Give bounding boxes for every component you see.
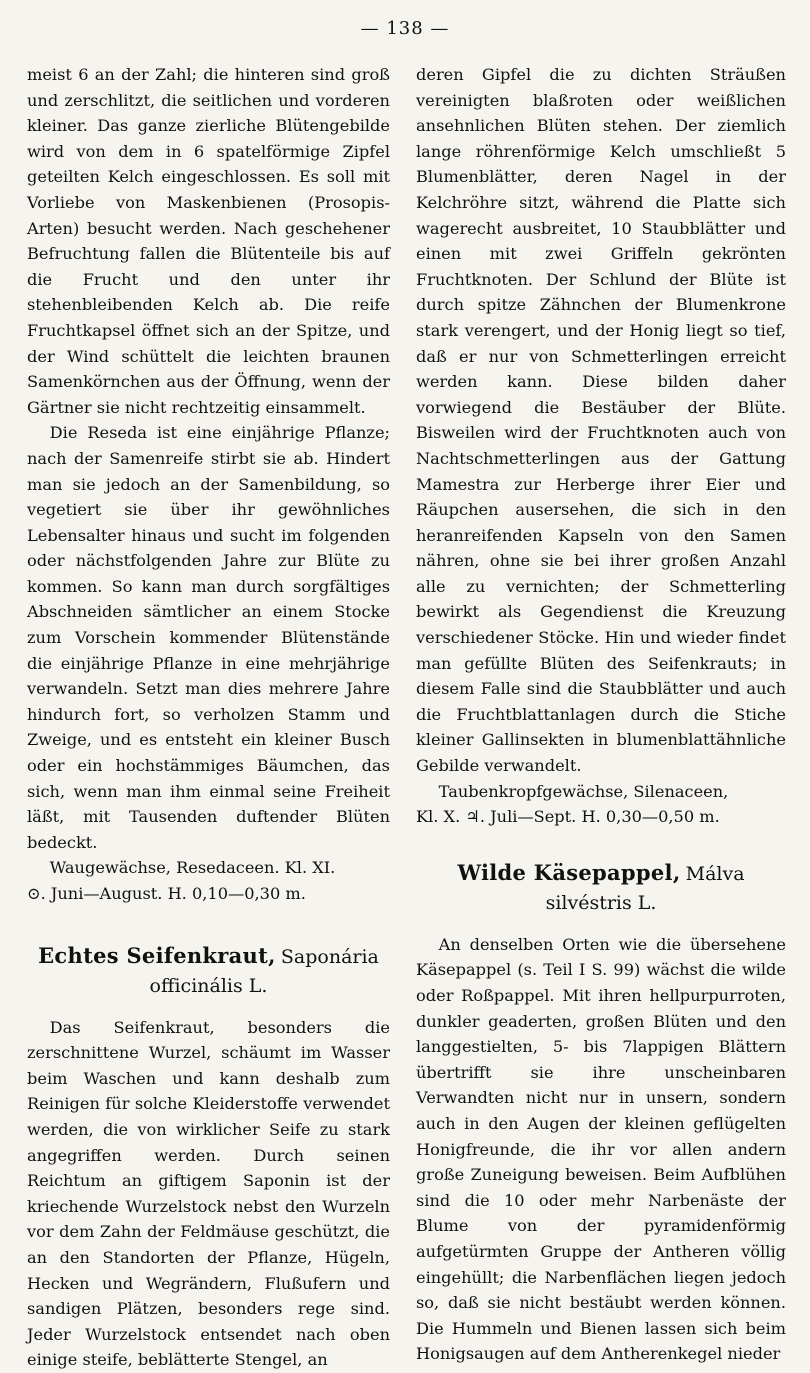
malva-latin-name: Málva silvéstris L. (545, 862, 745, 914)
right-column (416, 62, 786, 1367)
reseda-paragraph-1: meist 6 an der Zahl; die hinteren sind groß und zerschlitzt, die seitlichen und vorderen kleiner. Das ganze zierliche Blütengebilde wird von dem in 6 spatelförmige Zipfel geteilten Kelch eingeschlossen. Es soll mit Vorliebe von Maskenbienen (Prosopis-Arten) besucht werden. Nach geschehener Befruchtung fallen die Blütenteile bis auf die Frucht und den unter ihr stehenbleibenden Kelch ab. Die reife Fruchtkapsel öffnet sich an der Spitze, und der Wind schüttelt die leichten braunen Samenkörnchen aus der Öffnung, wenn der Gärtner sie nicht rechtzeitig einsammelt. (27, 65, 390, 417)
reseda-bloom-line: ⊙. Juni—August. H. 0,10—0,30 m. (27, 884, 306, 903)
reseda-paragraph-2: Die Reseda ist eine einjährige Pflanze; nach der Samenreife stirbt sie ab. Hindert man sie jedoch an der Samenbildung, so vegetiert sie über ihr gewöhnliches Lebensalter hinaus und sucht im folgenden oder nächstfolgenden Jahre zur Blüte zu kommen. So kann man durch sorgfältiges Abschneiden sämtlicher an einem Stocke zum Vorschein kommender Blütenstände die einjährige Pflanze in eine mehrjährige verwandeln. Setzt man dies mehrere Jahre hindurch fort, so verholzen Stamm und Zweige, und es entsteht ein kleiner Busch oder ein hochstämmiges Bäumchen, das sich, wenn man ihm einmal seine Freiheit läßt, mit Tausenden duftender Blüten bedeckt. (27, 423, 390, 852)
saponaria-german-name: Echtes Seifenkraut, (38, 942, 276, 968)
left-column (27, 62, 390, 1373)
saponaria-latin-name-1: Saponária (280, 945, 379, 968)
saponaria-heading (27, 941, 390, 1001)
saponaria-family-line: Taubenkropfgewächse, Silenaceen, (438, 781, 729, 801)
reseda-family-line: Waugewächse, Resedaceen. Kl. XI. (49, 858, 336, 878)
malva-heading (416, 858, 786, 918)
malva-german-name: Wilde Käsepappel, (457, 859, 681, 885)
saponaria-bloom-line: Kl. X. ♃. Juli—Sept. H. 0,30—0,50 m. (416, 807, 720, 827)
saponaria-paragraph-2: deren Gipfel die zu dichten Sträußen vereinigten blaßroten oder weißlichen ansehnlichen Blüten stehen. Der ziemlich lange röhrenförmige Kelch umschließt 5 Blumenblätter, deren Nagel in der Kelchröhre sitzt, während die Platte sich wagerecht ausbreitet, 10 Staubblätter und einen mit zwei Griffeln gekrönten Fruchtknoten. Der Schlund der Blüte ist durch spitze Zähnchen der Blumenkrone stark verengert, und der Honig liegt so tief, daß er nur von Schmetterlingen erreicht werden kann. Diese bilden daher vorwiegend die Bestäuber der Blüte. Bisweilen wird der Fruchtknoten auch von Nachtschmetterlingen aus der Gattung Mamestra zur Herberge ihrer Eier und Räupchen ausersehen, die sich in den heranreifenden Kapseln von den Samen nähren, ohne sie bei ihrer großen Anzahl alle zu vernichten; der Schmetterling bewirkt als Gegendienst die Kreuzung verschiedener Stöcke. Hin und wieder findet man gefüllte Blüten des Seifenkrauts; in diesem Falle sind die Staubblätter und auch die Fruchtblattanlagen durch die Stiche kleiner Gallinsekten in blumenblattähnliche Gebilde verwandelt. (416, 65, 786, 776)
saponaria-latin-name-2: officinális L. (149, 974, 268, 997)
page-number: — 138 — (360, 18, 450, 39)
malva-paragraph-1: An denselben Orten wie die übersehene Käsepappel (s. Teil I S. 99) wächst die wilde oder Roßpappel. Mit ihren hellpurpurroten, dunkler geaderten, großen Blüten und den langgestielten, 5- bis 7lappigen Blättern übertrifft sie ihre unscheinbaren Verwandten nicht nur in unsern, sondern auch in den Augen der kleinen geflügelten Honigfreunde, die ihr vor allen andern große Zuneigung beweisen. Beim Aufblühen sind die 10 oder mehr Narbenäste der Blume von der pyramidenförmig aufgetürmten Gruppe der Antheren völlig eingehüllt; die Narbenflächen liegen jedoch so, daß sie nicht bestäubt werden können. Die Hummeln und Bienen lassen sich beim Honigsaugen auf dem Antherenkegel nieder (416, 934, 786, 1364)
saponaria-paragraph-1: Das Seifenkraut, besonders die zerschnittene Wurzel, schäumt im Wasser beim Waschen und kann deshalb zum Reinigen für solche Kleiderstoffe verwendet werden, die von wirklicher Seife zu stark angegriffen werden. Durch seinen Reichtum an giftigem Saponin ist der kriechende Wurzelstock nebst den Wurzeln vor dem Zahn der Feldmäuse geschützt, die an den Standorten der Pflanze, Hügeln, Hecken und Wegrändern, Flußufern und sandigen Plätzen, besonders rege sind. Jeder Wurzelstock entsendet nach oben einige steife, beblätterte Stengel, an (27, 1017, 390, 1370)
